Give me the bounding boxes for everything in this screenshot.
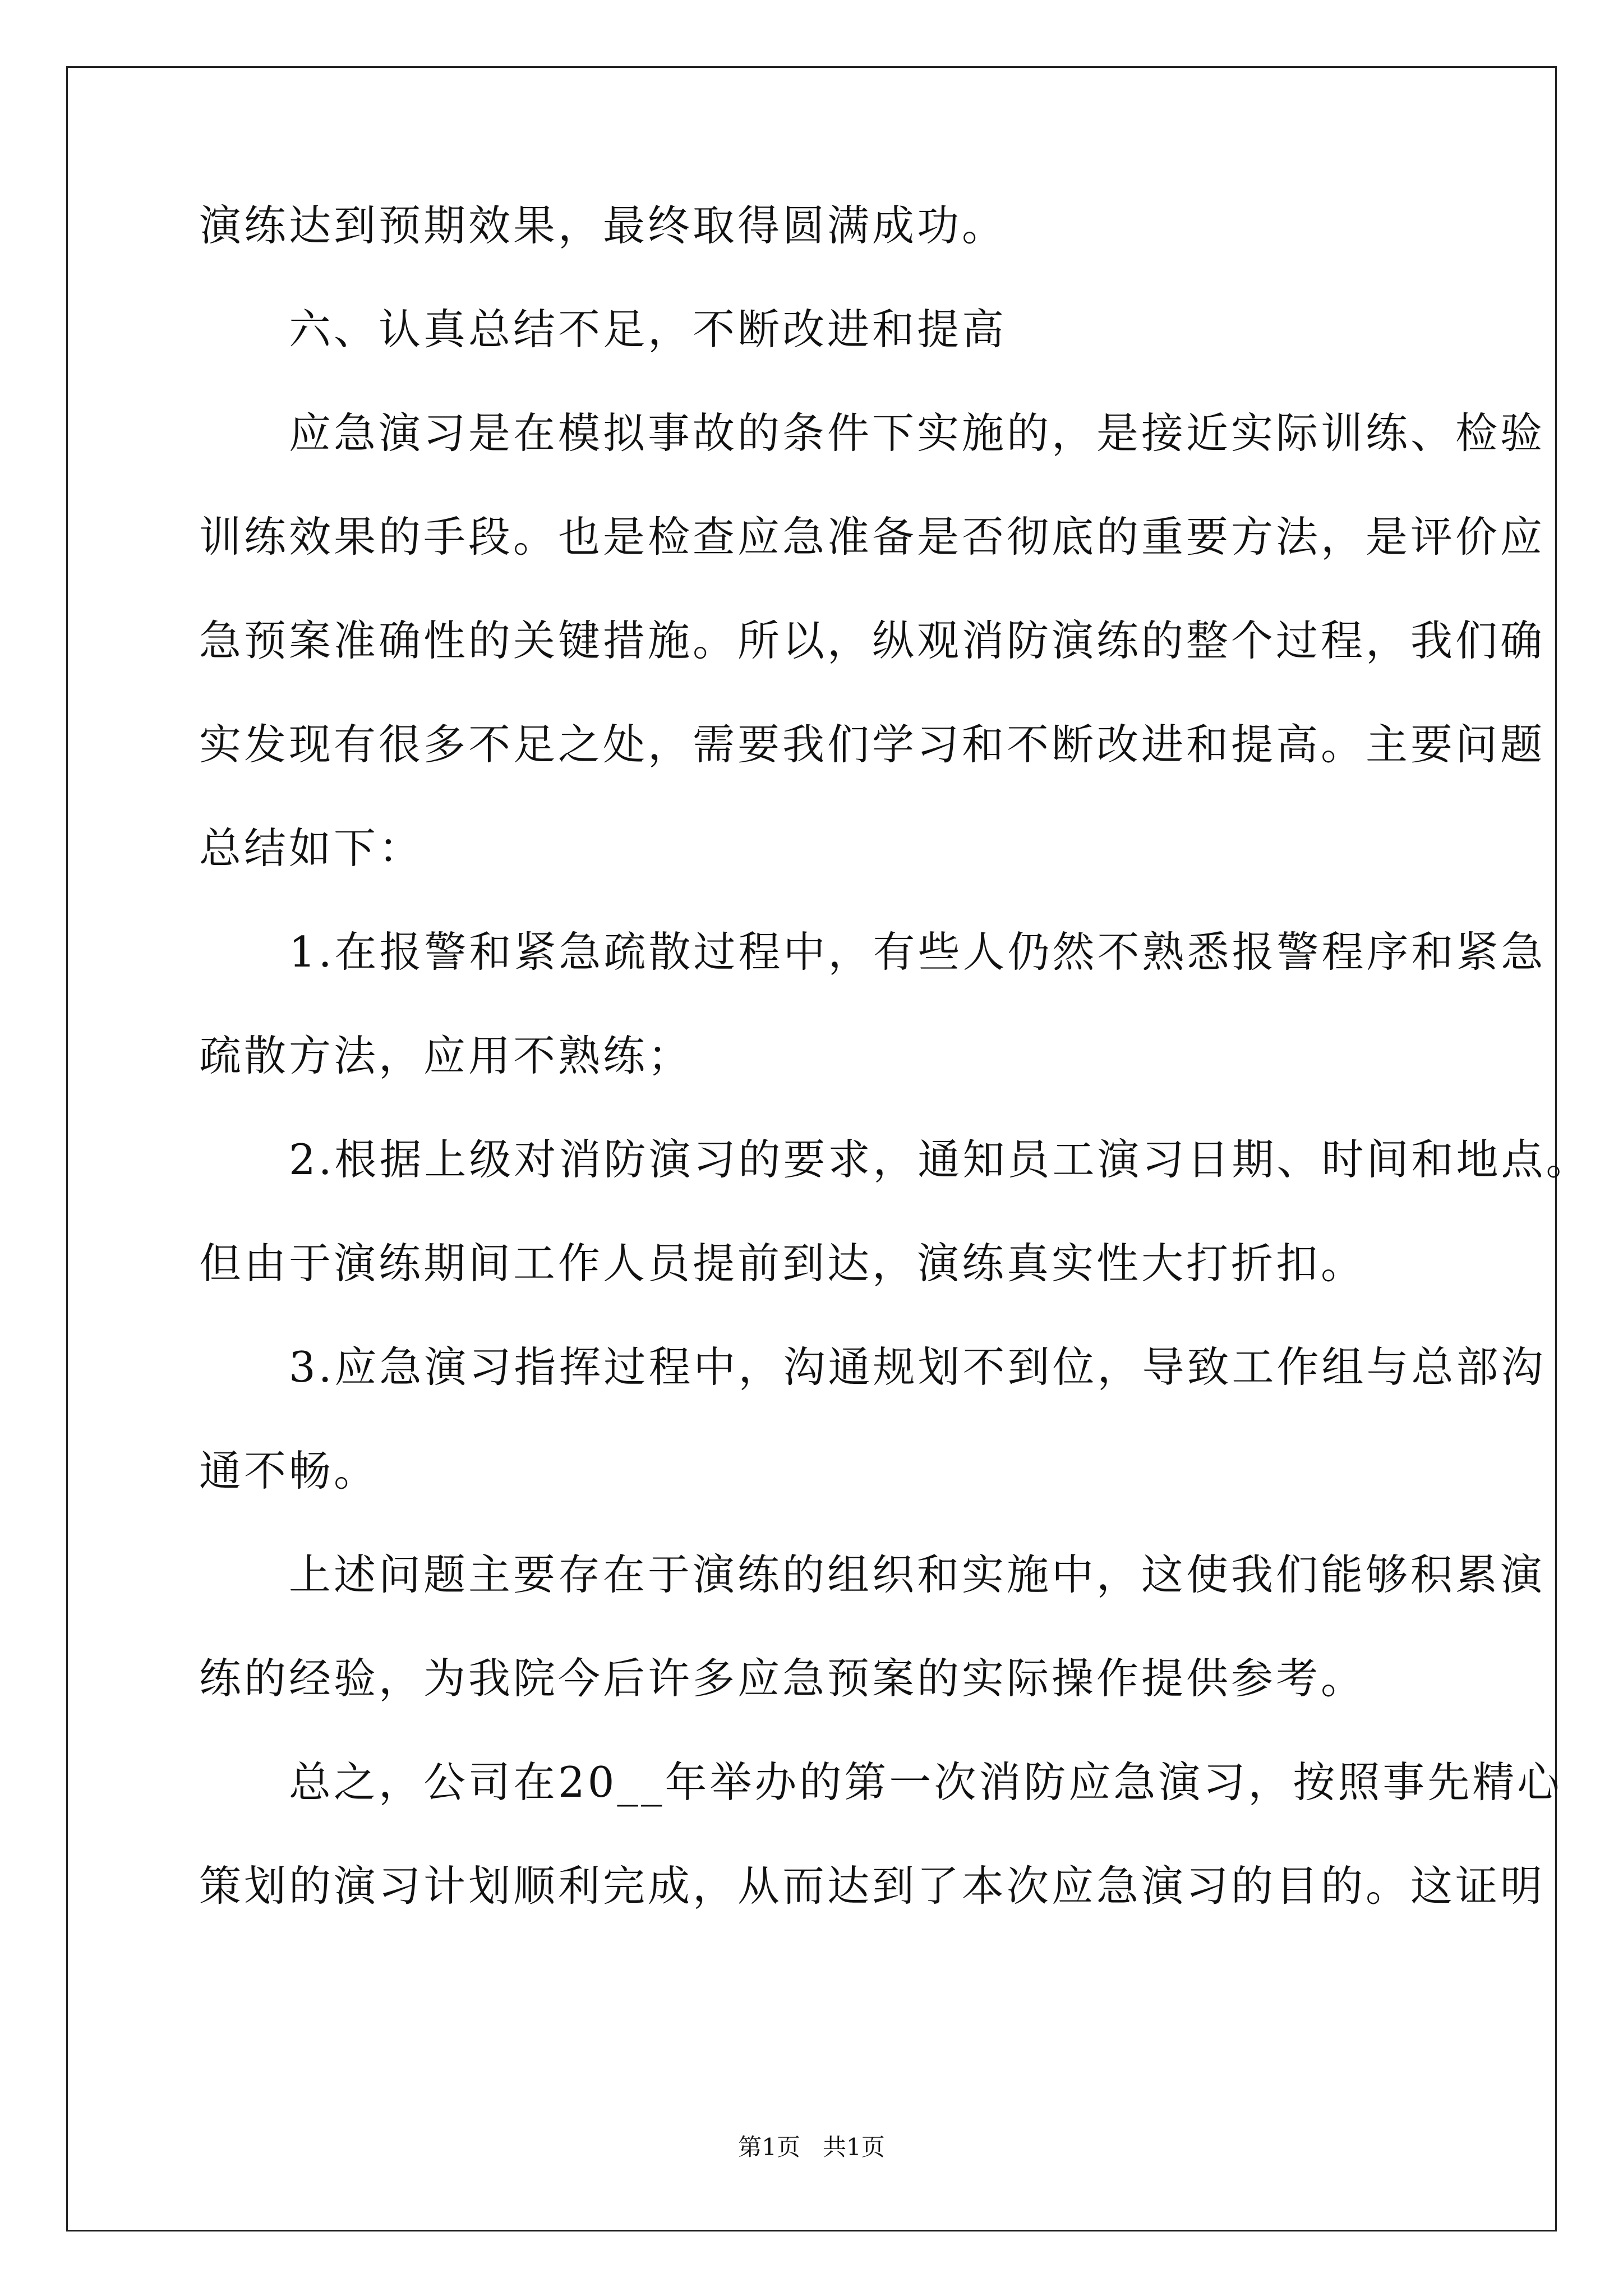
paragraph-line: 训练效果的手段。也是检查应急准备是否彻底的重要方法，是评价应 bbox=[199, 512, 1546, 562]
paragraph-line: 总之，公司在20__年举办的第一次消防应急演习，按照事先精心 bbox=[199, 1757, 1562, 1807]
paragraph-line: 练的经验，为我院今后许多应急预案的实际操作提供参考。 bbox=[199, 1654, 1366, 1703]
paragraph-line: 实发现有很多不足之处，需要我们学习和不断改进和提高。主要问题 bbox=[199, 720, 1546, 769]
page-number-footer: 第1页 共1页 bbox=[738, 2133, 885, 2161]
paragraph-line: 应急演习是在模拟事故的条件下实施的，是接近实际训练、检验 bbox=[199, 408, 1546, 458]
paragraph-line: 演练达到预期效果，最终取得圆满成功。 bbox=[199, 201, 1007, 250]
paragraph-line: 策划的演习计划顺利完成，从而达到了本次应急演习的目的。这证明 bbox=[199, 1861, 1546, 1911]
paragraph-line: 总结如下： bbox=[199, 823, 424, 873]
list-item-line: 通不畅。 bbox=[199, 1446, 379, 1496]
list-item-line: 1.在报警和紧急疏散过程中，有些人仍然不熟悉报警程序和紧急 bbox=[199, 927, 1546, 977]
paragraph-line: 上述问题主要存在于演练的组织和实施中，这使我们能够积累演 bbox=[199, 1550, 1546, 1599]
list-item-line: 疏散方法，应用不熟练； bbox=[199, 1031, 693, 1080]
list-item-line: 但由于演练期间工作人员提前到达，演练真实性大打折扣。 bbox=[199, 1239, 1366, 1288]
list-item-line: 2.根据上级对消防演习的要求，通知员工演习日期、时间和地点。 bbox=[199, 1135, 1591, 1184]
section-heading: 六、认真总结不足，不断改进和提高 bbox=[199, 305, 1007, 354]
list-item-line: 3.应急演习指挥过程中，沟通规划不到位，导致工作组与总部沟 bbox=[199, 1342, 1546, 1392]
paragraph-line: 急预案准确性的关键措施。所以，纵观消防演练的整个过程，我们确 bbox=[199, 616, 1546, 665]
